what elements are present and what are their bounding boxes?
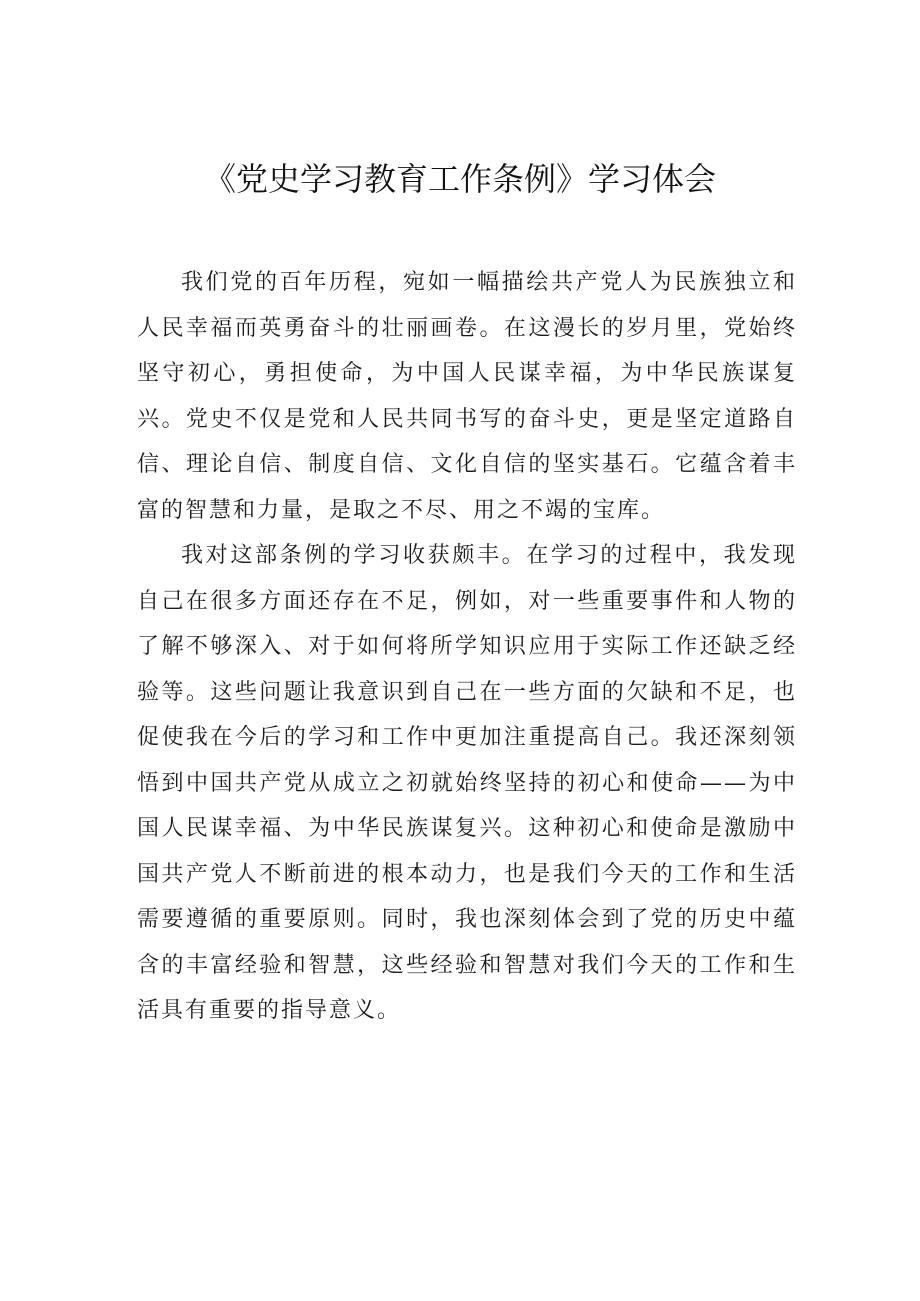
paragraph-1: 我们党的百年历程，宛如一幅描绘共产党人为民族独立和人民幸福而英勇奋斗的壮丽画卷。在这漫长的岁月里，党始终坚守初心，勇担使命，为中国人民谋幸福，为中华民族谋复兴。党史不仅是党和人民共同书写的奋斗史，更是坚定道路自信、理论自信、制度自信、文化自信的坚实基石。它蕴含着丰富的智慧和力量，是取之不尽、用之不竭的宝库。 xyxy=(137,270,797,523)
document-body xyxy=(137,260,797,1034)
document-title: 《党史学习教育工作条例》学习体会 xyxy=(203,160,716,198)
paragraph-2: 我对这部条例的学习收获颇丰。在学习的过程中，我发现自己在很多方面还存在不足，例如，对一些重要事件和人物的了解不够深入、对于如何将所学知识应用于实际工作还缺乏经验等。这些问题让我意识到自己在一些方面的欠缺和不足，也促使我在今后的学习和工作中更加注重提高自己。我还深刻领悟到中国共产党从成立之初就始终坚持的初心和使命——为中国人民谋幸福、为中华民族谋复兴。这种初心和使命是激励中国共产党人不断前进的根本动力，也是我们今天的工作和生活需要遵循的重要原则。同时，我也深刻体会到了党的历史中蕴含的丰富经验和智慧，这些经验和智慧对我们今天的工作和生活具有重要的指导意义。 xyxy=(137,543,797,1023)
